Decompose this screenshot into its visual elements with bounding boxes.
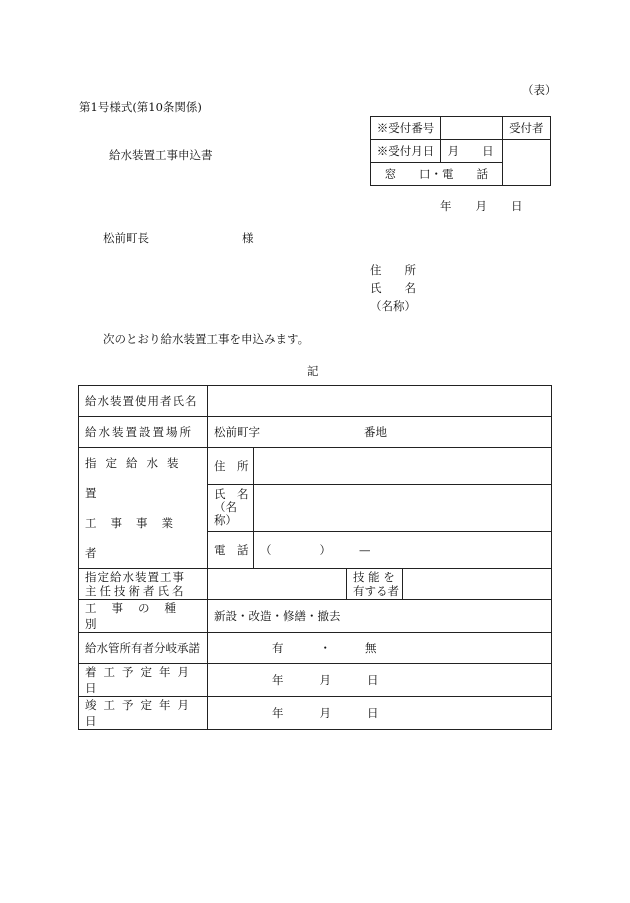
applicant-address-label: 住 所: [370, 263, 416, 277]
contractor-label-line2: 工事事業者: [85, 516, 187, 560]
table-row: [79, 633, 552, 664]
contractor-address-field[interactable]: [254, 448, 552, 485]
end-date-field[interactable]: [208, 697, 552, 730]
date-line[interactable]: [440, 198, 523, 214]
table-row: [79, 664, 552, 697]
table-row: [79, 600, 552, 633]
branch-consent-field[interactable]: [208, 633, 552, 664]
contractor-phone-field[interactable]: [254, 532, 552, 569]
location-field[interactable]: [208, 417, 552, 448]
contractor-name-label-line2: （名称）: [214, 500, 237, 528]
skill-label-line2: 有する者: [353, 584, 399, 598]
table-row: [79, 569, 552, 600]
user-name-field[interactable]: [208, 386, 552, 417]
contractor-label-line1: 指定給水装置: [85, 456, 188, 500]
reception-number-field[interactable]: [440, 117, 502, 140]
branch-dot: ・: [319, 641, 331, 655]
date-day-label: 日: [511, 199, 523, 213]
location-lot: 番地: [364, 425, 387, 439]
start-month: 月: [319, 673, 331, 687]
phone-close-paren: ）: [319, 543, 331, 558]
start-date-field[interactable]: [208, 664, 552, 697]
applicant-name-note: （名称）: [370, 299, 416, 313]
date-month-label: 月: [475, 199, 487, 213]
contractor-address-label: 住 所: [208, 448, 254, 485]
end-year: 年: [272, 706, 284, 720]
reception-date-field[interactable]: [440, 140, 502, 163]
contractor-name-field[interactable]: [254, 484, 552, 531]
page-title: 給水装置工事申込書: [109, 148, 213, 162]
form-number: 第1号様式(第10条関係): [79, 100, 202, 114]
engineer-label-line2: 主任技術者氏名: [85, 584, 187, 598]
start-date-label: 着工予定年月日: [79, 664, 208, 697]
contractor-label: [79, 448, 208, 569]
skill-label: [347, 569, 403, 600]
intro-text: 次のとおり給水装置工事を申込みます。: [103, 332, 310, 346]
addressee-name: 松前町長: [103, 231, 149, 245]
branch-no: 無: [365, 641, 377, 655]
engineer-name-field[interactable]: [208, 569, 347, 600]
branch-yes: 有: [272, 641, 284, 655]
work-type-field[interactable]: 新設・改造・修繕・撤去: [208, 600, 552, 633]
skill-label-line1: 技 能 を: [353, 570, 395, 584]
receiver-label: 受付者: [502, 117, 550, 140]
branch-consent-label: 給水管所有者分岐承諾: [79, 633, 208, 664]
reception-day-label: 日: [482, 144, 494, 158]
contractor-phone-label: 電 話: [208, 532, 254, 569]
end-date-label: 竣工予定年月日: [79, 697, 208, 730]
engineer-label: [79, 569, 208, 600]
table-row: [79, 697, 552, 730]
location-town: 松前町字: [214, 425, 260, 439]
start-year: 年: [272, 673, 284, 687]
user-name-label: 給水装置使用者氏名: [79, 386, 208, 417]
phone-dash: —: [359, 543, 371, 558]
skill-field[interactable]: [403, 569, 552, 600]
start-day: 日: [367, 673, 379, 687]
end-month: 月: [319, 706, 331, 720]
reception-date-label: ※受付月日: [371, 140, 441, 163]
receiver-field[interactable]: [502, 140, 550, 186]
phone-open-paren: （: [260, 543, 272, 558]
table-row: [79, 448, 552, 485]
location-label: 給水装置設置場所: [79, 417, 208, 448]
addressee-suffix: 様: [242, 231, 254, 245]
contractor-name-label: [208, 484, 254, 531]
table-row: [79, 417, 552, 448]
reception-counter-label: 窓 口・電 話: [371, 163, 503, 186]
ki-heading: 記: [307, 364, 319, 378]
table-row: [79, 386, 552, 417]
reception-box: [370, 116, 551, 186]
date-year-label: 年: [440, 199, 452, 213]
end-day: 日: [367, 706, 379, 720]
application-table: [78, 385, 552, 730]
engineer-label-line1: 指定給水装置工事: [85, 570, 185, 584]
reception-number-label: ※受付番号: [371, 117, 441, 140]
front-side-label: （表）: [522, 83, 557, 97]
work-type-label: 工事の種別: [79, 600, 208, 633]
applicant-name-label: 氏 名: [370, 281, 416, 295]
contractor-name-label-line1: 氏 名: [214, 487, 249, 502]
reception-month-label: 月: [447, 144, 460, 158]
